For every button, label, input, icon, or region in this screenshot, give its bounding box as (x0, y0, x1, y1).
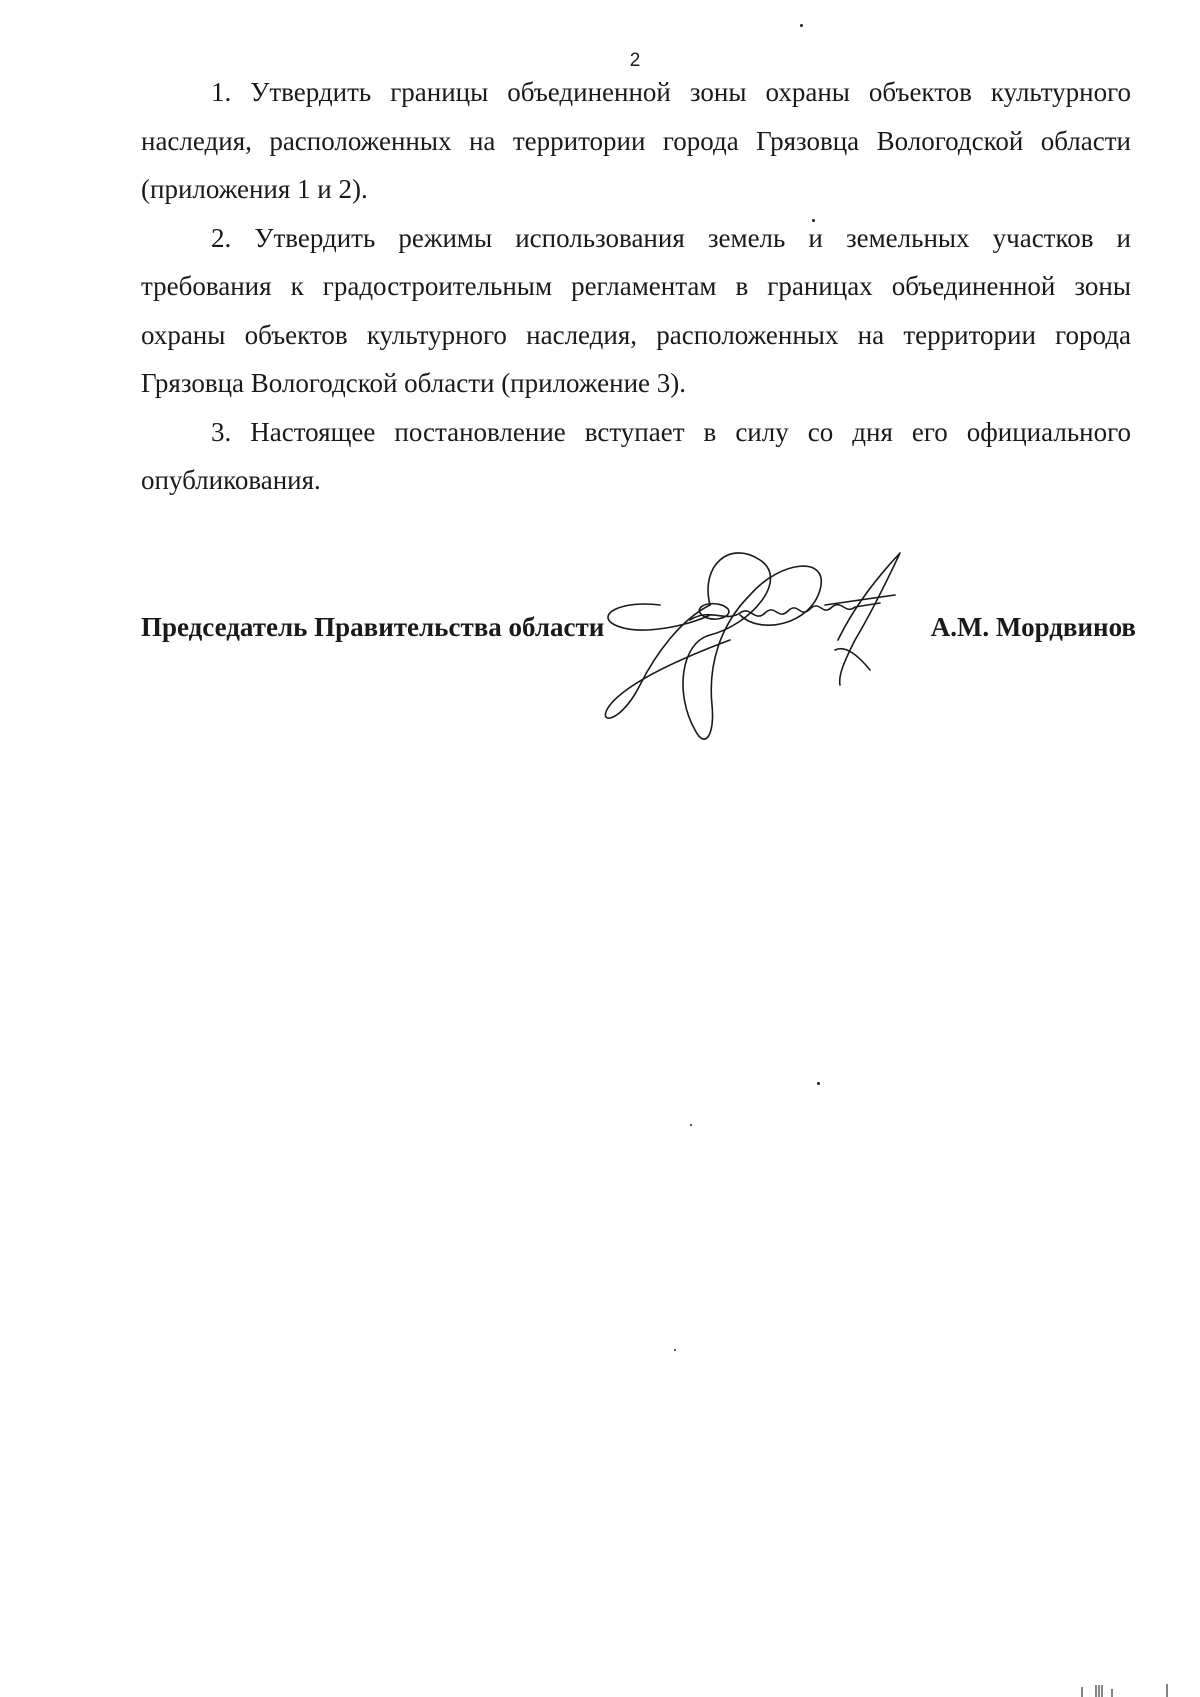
paragraph-1: 1. Утвердить границы объединенной зоны охраны объектов культурного наследия, расположенных на территории города Грязовца Вологодской области (приложения 1 и 2). (141, 77, 1131, 204)
paragraph-3: 3. Настоящее постановление вступает в силу со дня его официального опубликования. (141, 416, 1131, 495)
document-body (141, 68, 1131, 505)
scan-speck (817, 1082, 820, 1085)
scan-speck (674, 1349, 676, 1351)
scan-speck (812, 219, 815, 222)
signatory-name: А.М. Мордвинов (930, 612, 1136, 642)
signatory-title: Председатель Правительства области (141, 612, 605, 642)
handwritten-signature (600, 545, 960, 755)
scan-edge-marks (1040, 1683, 1200, 1697)
scan-speck (690, 1124, 692, 1126)
scan-speck (800, 24, 803, 27)
paragraph-2: 2. Утвердить режимы использования земель и земельных участков и требования к градостроительным регламентам в границах объединенной зоны охраны объектов культурного наследия, расположенных на территории города Грязовца Вологодской области (приложение 3). (141, 222, 1131, 398)
page-number: 2 (629, 50, 641, 71)
